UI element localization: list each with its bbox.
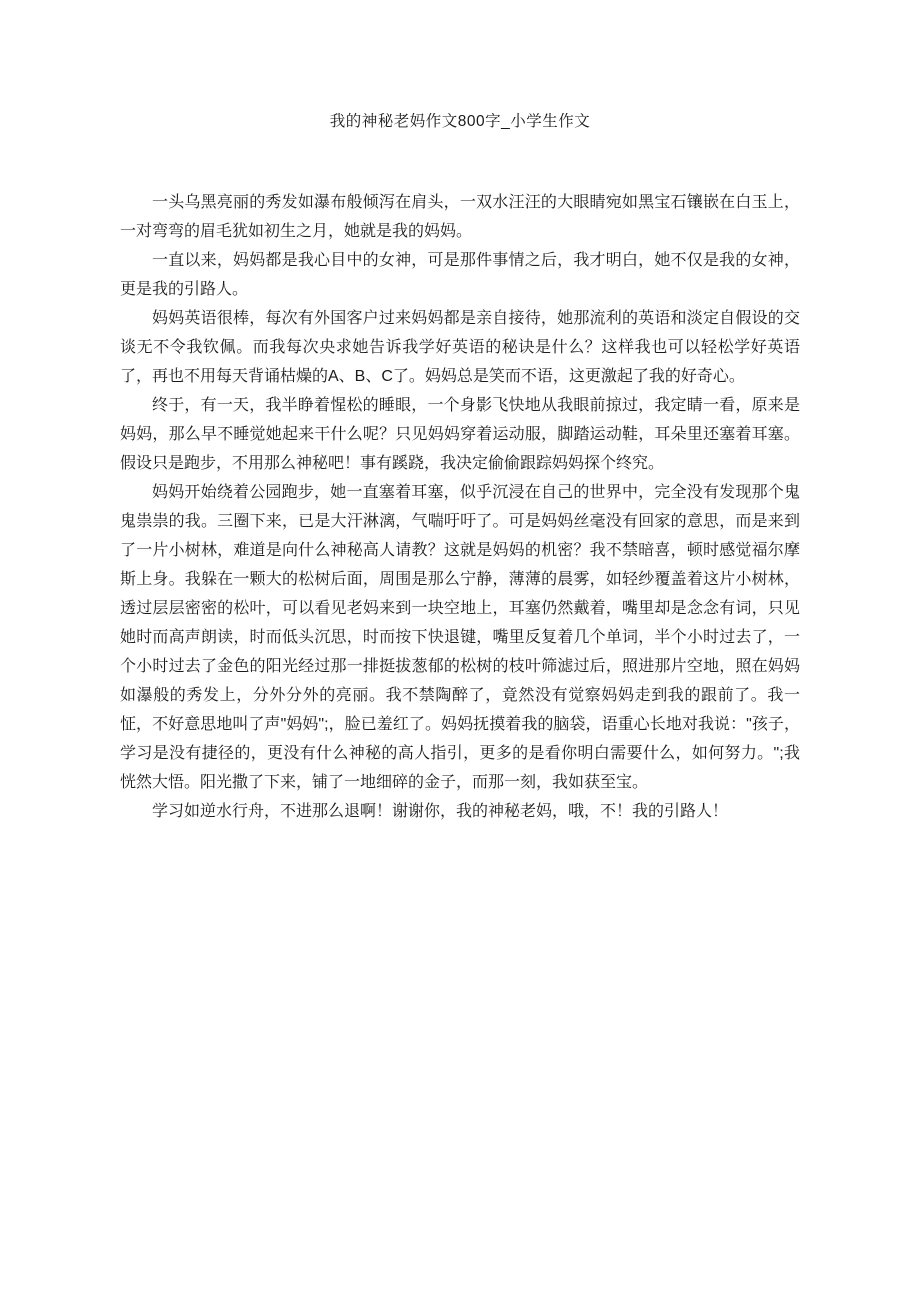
paragraph: 终于，有一天，我半睁着惺松的睡眼，一个身影飞快地从我眼前掠过，我定睛一看，原来是妈妈，那么早不睡觉她起来干什么呢？只见妈妈穿着运动服，脚踏运动鞋，耳朵里还塞着耳塞。假设只是跑步，不用那么神秘吧！事有蹊跷，我决定偷偷跟踪妈妈探个终究。 <box>120 397 800 472</box>
paragraph: 妈妈开始绕着公园跑步，她一直塞着耳塞，似乎沉浸在自己的世界中，完全没有发现那个鬼鬼祟祟的我。三圈下来，已是大汗淋漓，气喘吁吁了。可是妈妈丝毫没有回家的意思，而是来到了一片小树林，难道是向什么神秘高人请教？这就是妈妈的机密？我不禁暗喜，顿时感觉福尔摩斯上身。我躲在一颗大的松树后面，周围是那么宁静，薄薄的晨雾，如轻纱覆盖着这片小树林，透过层层密密的松叶，可以看见老妈来到一块空地上，耳塞仍然戴着，嘴里却是念念有词，只见她时而高声朗读，时而低头沉思，时而按下快退键，嘴里反复着几个单词，半个小时过去了，一个小时过去了金色的阳光经过那一排挺拔葱郁的松树的枝叶筛滤过后，照进那片空地，照在妈妈如瀑般的秀发上，分外分外的亮丽。我不禁陶醉了，竟然没有觉察妈妈走到我的跟前了。我一怔，不好意思地叫了声"妈妈";，脸已羞红了。妈妈抚摸着我的脑袋，语重心长地对我说："孩子，学习是没有捷径的，更没有什么神秘的高人指引，更多的是看你明白需要什么，如何努力。";我恍然大悟。阳光撒了下来，铺了一地细碎的金子，而那一刻，我如获至宝。 <box>120 484 800 791</box>
document-body <box>120 188 800 826</box>
paragraph: 一头乌黑亮丽的秀发如瀑布般倾泻在肩头，一双水汪汪的大眼睛宛如黑宝石镶嵌在白玉上，一对弯弯的眉毛犹如初生之月，她就是我的妈妈。 <box>120 194 800 240</box>
paragraph: 一直以来，妈妈都是我心目中的女神，可是那件事情之后，我才明白，她不仅是我的女神，更是我的引路人。 <box>120 252 800 298</box>
paragraph: 学习如逆水行舟，不进那么退啊！谢谢你，我的神秘老妈，哦，不！我的引路人！ <box>152 803 729 820</box>
document-title: 我的神秘老妈作文800字_小学生作文 <box>329 113 591 130</box>
paragraph: 妈妈英语很棒，每次有外国客户过来妈妈都是亲自接待，她那流利的英语和淡定自假设的交谈无不令我钦佩。而我每次央求她告诉我学好英语的秘诀是什么？这样我也可以轻松学好英语了，再也不用每天背诵枯燥的A、B、C了。妈妈总是笑而不语，这更激起了我的好奇心。 <box>120 310 800 385</box>
